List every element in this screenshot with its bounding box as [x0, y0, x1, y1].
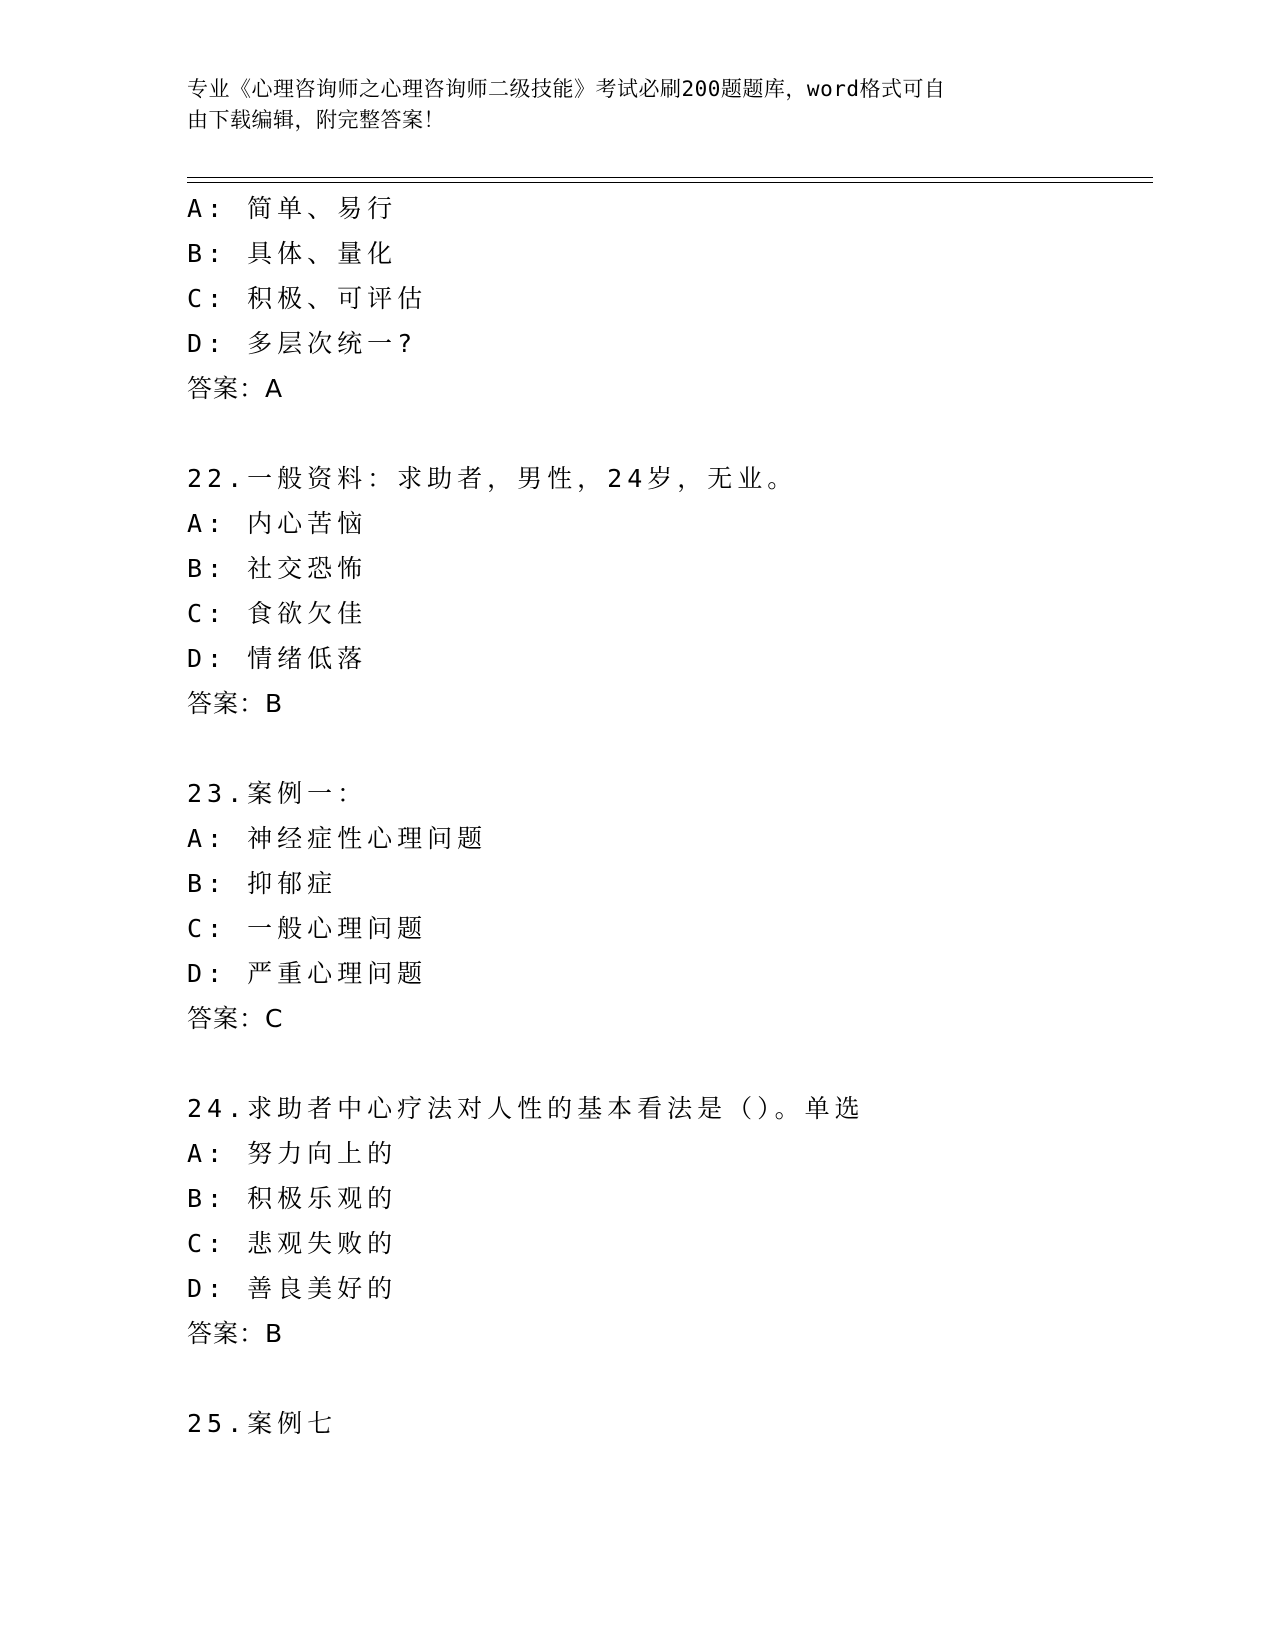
q22-answer: 答案：B [187, 689, 284, 718]
q22-stem: 22.一般资料：求助者，男性，24岁，无业。 [187, 464, 798, 493]
q21-answer: 答案：A [187, 374, 284, 403]
q24-option-c: C: 悲观失败的 [187, 1229, 398, 1258]
q24-option-d: D: 善良美好的 [187, 1274, 398, 1303]
q23-stem: 23.案例一： [187, 779, 368, 808]
q22-option-c: C: 食欲欠佳 [187, 599, 368, 628]
q22-option-b: B: 社交恐怖 [187, 554, 368, 583]
q24-stem: 24.求助者中心疗法对人性的基本看法是（）。单选 [187, 1094, 865, 1123]
q23-answer: 答案：C [187, 1004, 284, 1033]
q22-option-a: A: 内心苦恼 [187, 509, 368, 538]
q21-option-b: B: 具体、量化 [187, 239, 398, 268]
q21-option-c: C: 积极、可评估 [187, 284, 428, 313]
q22-option-d: D: 情绪低落 [187, 644, 368, 673]
q23-option-b: B: 抑郁症 [187, 869, 338, 898]
header-line-1: 专业《心理咨询师之心理咨询师二级技能》考试必刷200题题库，word格式可自 [187, 77, 946, 101]
q21-option-a: A: 简单、易行 [187, 194, 398, 223]
header-line-2: 由下载编辑，附完整答案！ [187, 108, 445, 132]
q25-stem: 25.案例七 [187, 1409, 338, 1438]
header-divider-bottom [187, 182, 1153, 183]
q21-option-d: D: 多层次统一? [187, 329, 418, 358]
q24-option-b: B: 积极乐观的 [187, 1184, 398, 1213]
q24-option-a: A: 努力向上的 [187, 1139, 398, 1168]
q23-option-d: D: 严重心理问题 [187, 959, 428, 988]
q23-option-c: C: 一般心理问题 [187, 914, 428, 943]
q24-answer: 答案：B [187, 1319, 284, 1348]
header-divider-top [187, 177, 1153, 178]
q23-option-a: A: 神经症性心理问题 [187, 824, 488, 853]
page-header [187, 74, 1067, 136]
